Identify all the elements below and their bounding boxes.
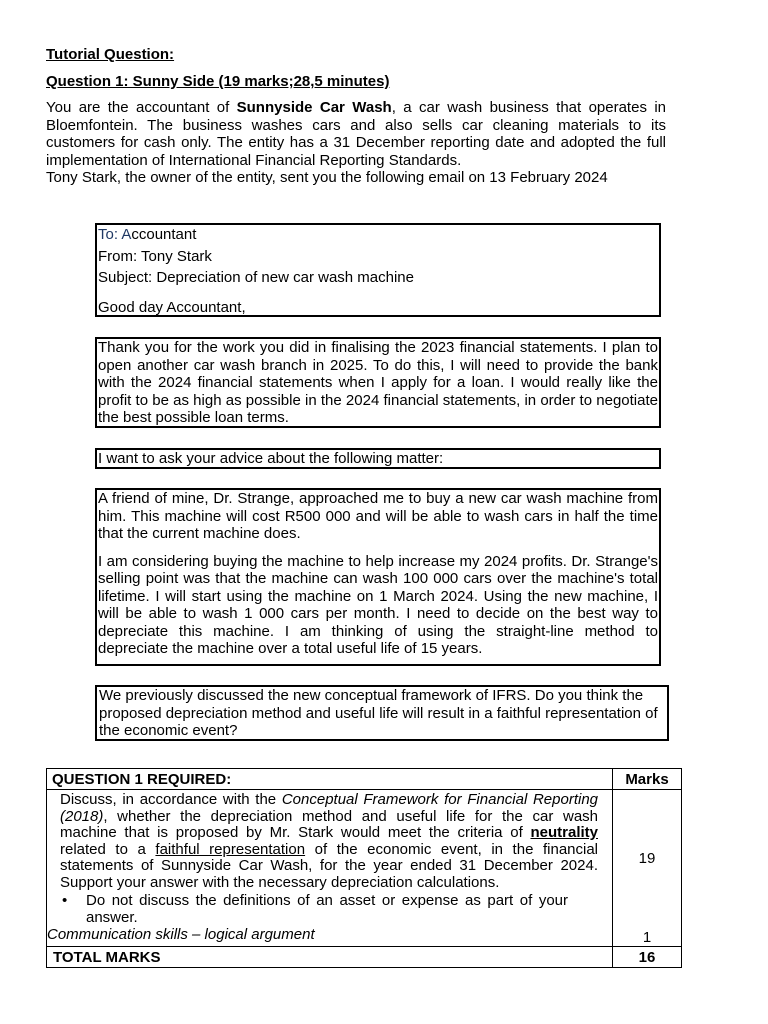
email-to: To: Accountant bbox=[98, 226, 197, 243]
communication-marks: 1 bbox=[613, 926, 682, 947]
required-label: QUESTION 1 REQUIRED: bbox=[47, 769, 613, 790]
requirement-bullet: • Do not discuss the definitions of an asset or expense as part of your answer. bbox=[62, 892, 568, 926]
email-subject: Subject: Depreciation of new car wash machine bbox=[98, 269, 414, 286]
email-intro-line: Tony Stark, the owner of the entity, sent you the following email on 13 February 2024 bbox=[46, 169, 608, 186]
requirement-text: Discuss, in accordance with the Conceptual Framework for Financial Reporting (2018), whether the depreciation method and useful life for the car wash machine that is proposed by Mr. Stark would meet the criteria of neutrality related to a faithful representation of the economic event, in the financial statements of Sunnyside Car Wash, for the year ended 31 December 2024. Support your answer with the necessary depreciation calculations. bbox=[60, 791, 599, 891]
email-paragraph-3b: I am considering buying the machine to help increase my 2024 profits. Dr. Strange's selling point was that the machine can wash 100 000 cars over the machine's total lifetime. I will start using the machine on 1 March 2024. Using the new machine, I will be able to wash 1 000 cars per month. I need to decide on the best way to depreciate this machine. I am thinking of using the straight-line method to depreciate the machine over a total useful life of 15 years. bbox=[98, 552, 658, 657]
email-paragraph-4: We previously discussed the new conceptual framework of IFRS. Do you think the proposed depreciation method and useful life will result in a faithful representation of the economic event? bbox=[95, 685, 669, 741]
marks-header: Marks bbox=[613, 769, 682, 790]
requirement-cell bbox=[47, 790, 613, 927]
communication-row bbox=[47, 926, 682, 947]
total-label: TOTAL MARKS bbox=[47, 947, 613, 968]
email-header-box bbox=[95, 223, 661, 317]
intro-paragraph bbox=[46, 99, 666, 169]
tutorial-heading: Tutorial Question: bbox=[46, 46, 175, 63]
email-paragraph-1: Thank you for the work you did in finalising the 2023 financial statements. I plan to open another car wash branch in 2025. To do this, I will need to provide the bank with the 2024 financial statements when I apply for a loan. I would really like the profit to be as high as possible in the 2024 financial statements, in order to negotiate the best possible loan terms. bbox=[95, 337, 661, 428]
requirement-marks: 19 bbox=[613, 790, 682, 927]
email-paragraph-2: I want to ask your advice about the following matter: bbox=[95, 448, 661, 469]
email-from: From: Tony Stark bbox=[98, 247, 212, 265]
requirement-row bbox=[47, 790, 682, 927]
communication-label: Communication skills – logical argument bbox=[47, 926, 613, 947]
bullet-icon: • bbox=[62, 892, 68, 909]
table-header-row bbox=[47, 769, 682, 790]
company-name: Sunnyside Car Wash bbox=[236, 99, 392, 116]
email-paragraph-3a: A friend of mine, Dr. Strange, approached me to buy a new car wash machine from him. This machine will cost R500 000 and will be able to wash cars in half the time that the current machine does. bbox=[98, 490, 658, 542]
email-paragraph-3-box bbox=[95, 488, 661, 666]
intro-text: You are the accountant of bbox=[46, 99, 237, 116]
email-greeting: Good day Accountant, bbox=[98, 298, 246, 316]
requirements-table bbox=[46, 768, 682, 968]
total-row bbox=[47, 947, 682, 968]
total-marks: 16 bbox=[613, 947, 682, 968]
question-heading: Question 1: Sunny Side (19 marks;28,5 minutes) bbox=[46, 73, 390, 90]
intro-text-continued: , a car wash business that operates in Bloemfontein. The business washes cars and also sells car cleaning materials to its customers for cash only. The entity has a 31 December reporting date and adopted the full implementation of International Financial Reporting Standards. bbox=[46, 99, 666, 169]
